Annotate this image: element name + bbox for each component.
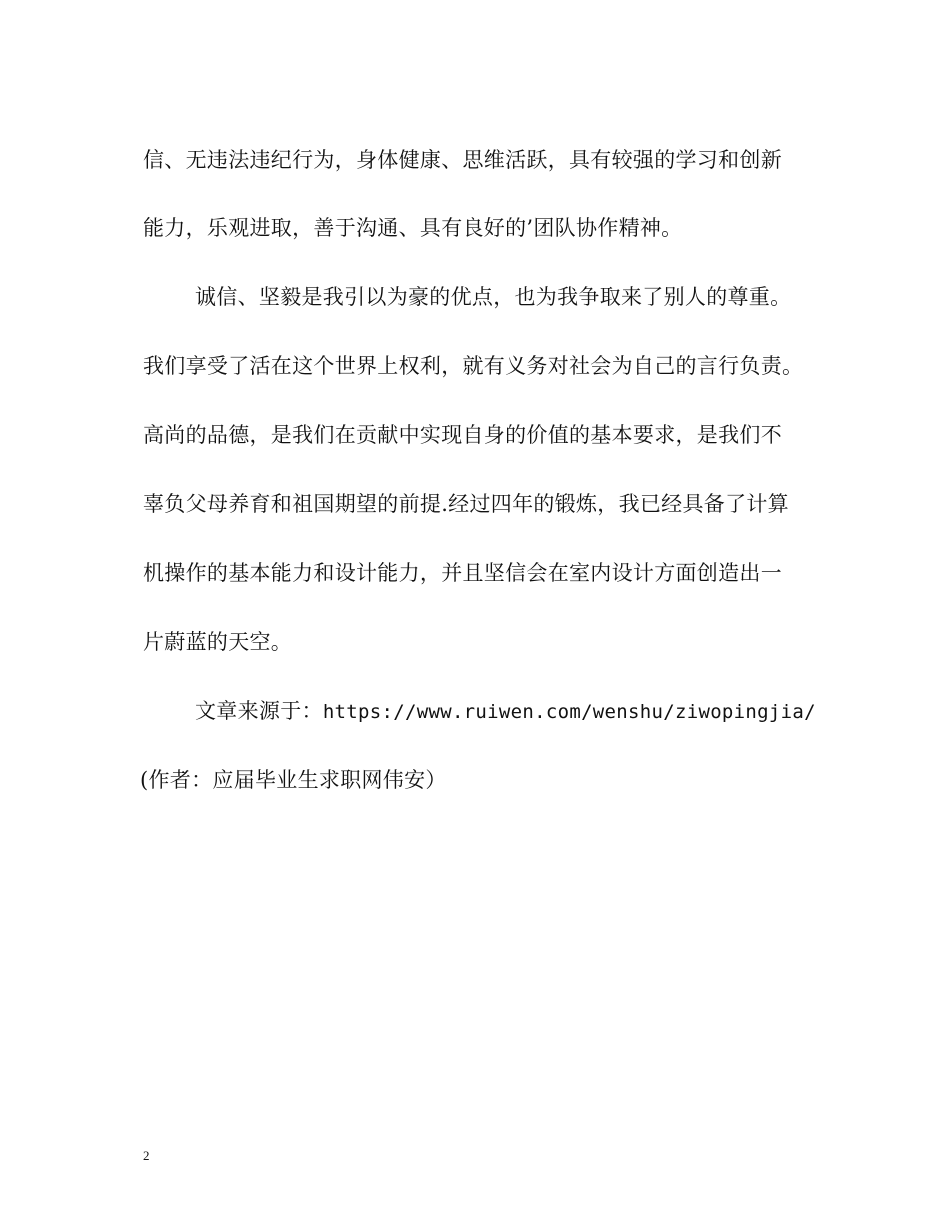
source-url: https://www.ruiwen.com/wenshu/ziwopingjia/ [322,701,816,723]
source-label: 文章来源于： [195,699,323,723]
body-line-8: 片蔚蓝的天空。 [143,630,293,654]
body-line-4: 我们享受了活在这个世界上权利，就有义务对社会为自己的言行负责。 [143,354,804,378]
body-line-6: 辜负父母养育和祖国期望的前提.经过四年的锻炼，我已经具备了计算 [143,492,789,516]
body-line-5: 高尚的品德，是我们在贡献中实现自身的价值的基本要求，是我们不 [143,423,782,447]
author-line: (作者：应届毕业生求职网伟安） [140,768,447,792]
body-line-2: 能力，乐观进取，善于沟通、具有良好的’团队协作精神。 [143,216,683,240]
body-line-3: 诚信、坚毅是我引以为豪的优点，也为我争取来了别人的尊重。 [195,285,792,309]
body-line-1: 信、无违法违纪行为，身体健康、思维活跃，具有较强的学习和创新 [143,148,782,172]
body-line-7: 机操作的基本能力和设计能力，并且坚信会在室内设计方面创造出一 [143,561,782,585]
page-number: 2 [143,1148,150,1163]
source-line [195,697,816,726]
